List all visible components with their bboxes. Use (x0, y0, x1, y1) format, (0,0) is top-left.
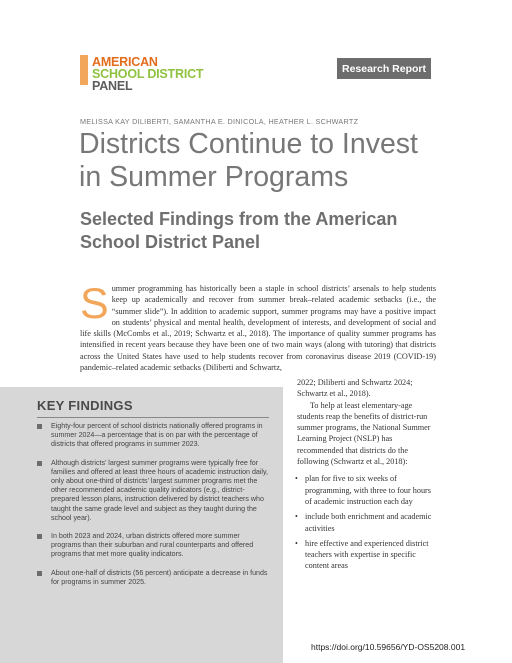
recommendation-item (297, 473, 439, 507)
drop-cap: S (80, 280, 109, 328)
intro-paragraph (80, 280, 436, 373)
recommendation-item (297, 511, 439, 534)
key-findings-heading: KEY FINDINGS (37, 398, 133, 413)
key-finding-item (37, 532, 271, 560)
research-report-badge: Research Report (337, 58, 431, 79)
asdp-logo (80, 45, 210, 93)
bullet-icon: • (295, 538, 298, 548)
key-finding-item (37, 569, 271, 587)
report-subtitle: Selected Findings from the American School District Panel (80, 209, 398, 252)
bullet-icon: • (295, 512, 298, 522)
nslp-paragraph: To help at least elementary-age students reap the benefits of district-run summer programs, the National Summer Learning Project (NSLP) has recommended that districts do the following (Schwartz et al., 2018): (297, 400, 431, 467)
key-finding-item (37, 422, 271, 450)
bullet-icon: • (295, 474, 298, 484)
authors: MELISSA KAY DILIBERTI, SAMANTHA E. DINICOLA, HEATHER L. SCHWARTZ (80, 117, 359, 126)
key-finding-text: In both 2023 and 2024, urban districts offered more summer programs than their suburban and rural counterparts and offered programs that met more quality indicators. (51, 532, 254, 559)
right-column (297, 377, 439, 576)
recommendation-text: include both enrichment and academic activities (305, 512, 432, 533)
recommendations-list (297, 473, 439, 571)
key-finding-item (37, 459, 271, 523)
square-bullet-icon (37, 571, 42, 576)
key-finding-text: About one-half of districts (56 percent) anticipate a decrease in funds for programs in summer 2025. (51, 568, 268, 586)
recommendation-text: hire effective and experienced district teachers with expertise in specific content areas (305, 538, 429, 571)
intro-text: ummer programming has historically been a staple in school districts’ arsenals to help students keep up academically and recover from summer break–related academic setbacks (i.e., the “summer slide”). In addition to academic support, summer programs may have a positive impact on students’ physical and mental health, development of interests, and development of social and life skills (McCombs et al., 2019; Schwartz et al., 2018). The importance of quality summer programs has intensified in recent years because they have been one of two main ways (along with tutoring) that districts across the United States have used to help students recover from coronavirus disease 2019 (COVID-19) pandemic–related academic setbacks (Diliberti and Schwartz, (80, 284, 436, 373)
logo-line-3: PANEL (92, 79, 133, 93)
logo-accent-bar (80, 55, 88, 85)
key-findings-rule (37, 417, 269, 418)
square-bullet-icon (37, 424, 42, 429)
logo-line-1: AMERICAN (92, 55, 158, 69)
recommendation-text: plan for five to six weeks of programming, with three to four hours of academic instruction each day (305, 474, 431, 506)
key-findings-box (0, 387, 283, 663)
square-bullet-icon (37, 534, 42, 539)
square-bullet-icon (37, 461, 42, 466)
recommendation-item (297, 538, 439, 572)
logo-line-2: SCHOOL DISTRICT (92, 67, 204, 81)
key-findings-list (37, 422, 271, 596)
report-title: Districts Continue to Invest in Summer Programs (79, 128, 418, 193)
intro-continuation: 2022; Diliberti and Schwartz 2024; Schwartz et al., 2018). (297, 378, 413, 399)
doi-link[interactable]: https://doi.org/10.59656/YD-OS5208.001 (311, 642, 466, 652)
key-finding-text: Although districts’ largest summer programs were typically free for families and offered at least three hours of academic instruction daily, only about one-third of districts’ largest summer programs met the other recommended academic quality indicators (e.g., district-prepared lesson plans, instruction delivered by district teachers who taught the same grade level and subject as they taught during the school year). (51, 458, 268, 522)
key-finding-text: Eighty-four percent of school districts nationally offered programs in summer 2024—a percentage that is on par with the percentage of districts that offered programs in summer 2023. (51, 422, 263, 449)
